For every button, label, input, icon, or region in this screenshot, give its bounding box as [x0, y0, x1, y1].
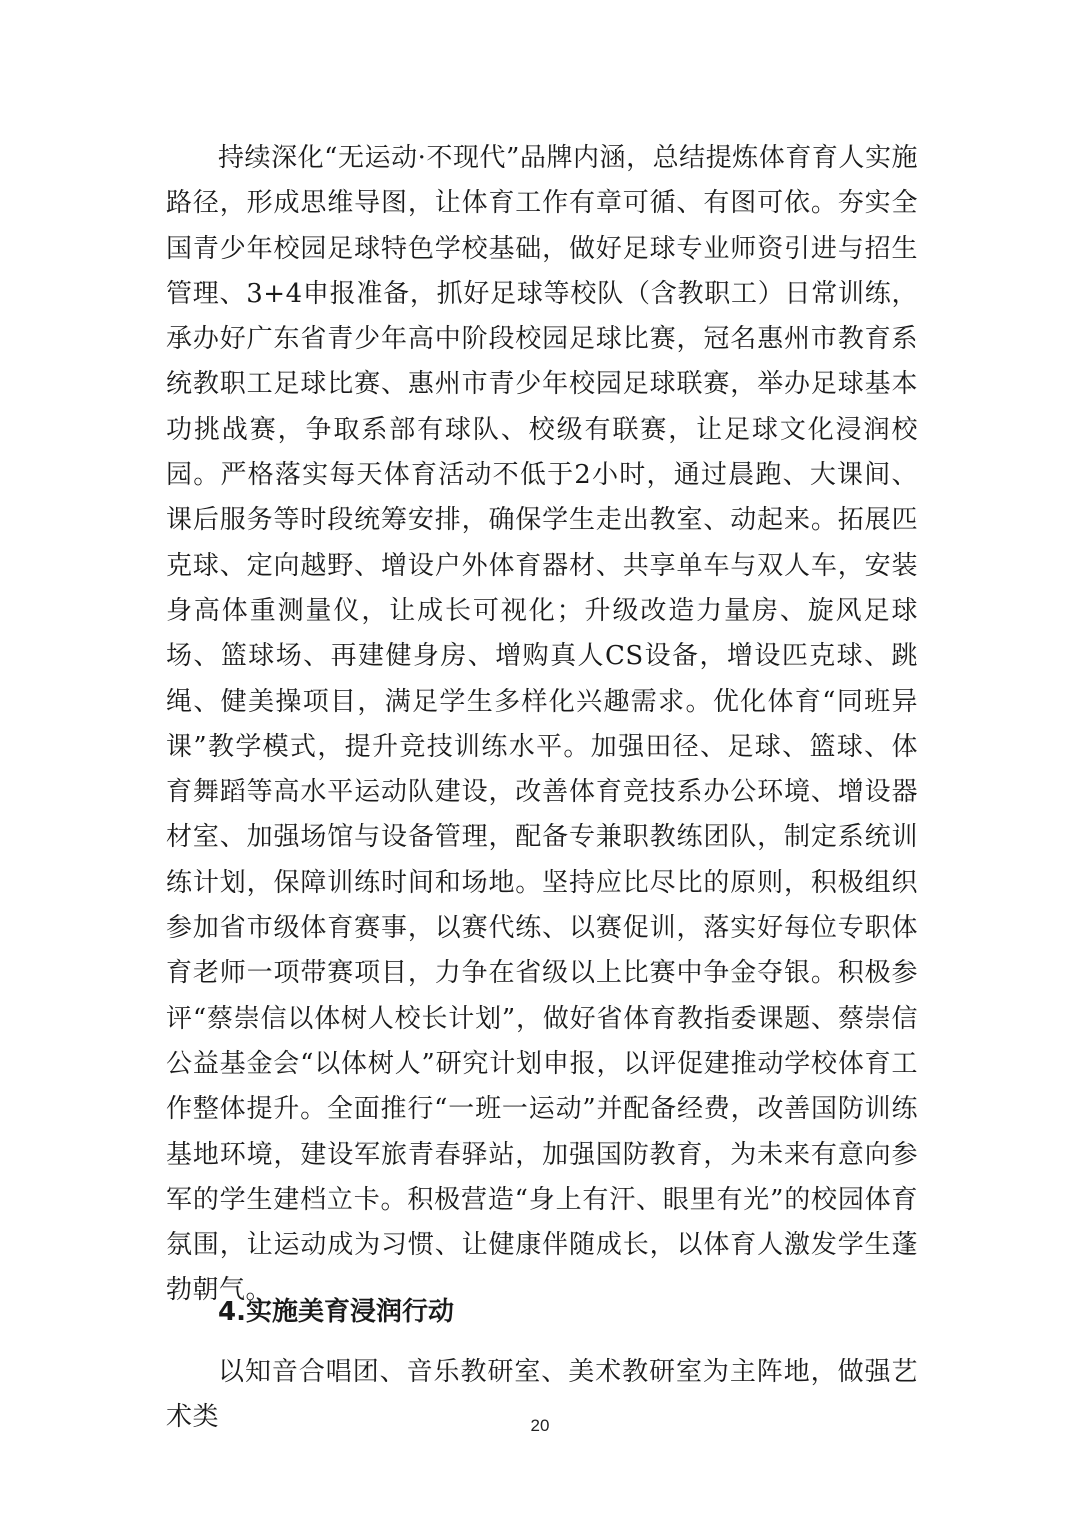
body-paragraph-sports: 持续深化“无运动·不现代”品牌内涵，总结提炼体育育人实施路径，形成思维导图，让体育工作有章可循、有图可依。夯实全国青少年校园足球特色学校基础，做好足球专业师资引进与招生管理、3+4申报准备，抓好足球等校队（含教职工）日常训练，承办好广东省青少年高中阶段校园足球比赛，冠名惠州市教育系统教职工足球比赛、惠州市青少年校园足球联赛，举办足球基本功挑战赛，争取系部有球队、校级有联赛，让足球文化浸润校园。严格落实每天体育活动不低于2小时，通过晨跑、大课间、课后服务等时段统筹安排，确保学生走出教室、动起来。拓展匹克球、定向越野、增设户外体育器材、共享单车与双人车，安装身高体重测量仪，让成长可视化；升级改造力量房、旋风足球场、篮球场、再建健身房、增购真人CS设备，增设匹克球、跳绳、健美操项目，满足学生多样化兴趣需求。优化体育“同班异课”教学模式，提升竞技训练水平。加强田径、足球、篮球、体育舞蹈等高水平运动队建设，改善体育竞技系办公环境、增设器材室、加强场馆与设备管理，配备专兼职教练团队，制定系统训练计划，保障训练时间和场地。坚持应比尽比的原则，积极组织参加省市级体育赛事，以赛代练、以赛促训，落实好每位专职体育老师一项带赛项目，力争在省级以上比赛中争金夺银。积极参评“蔡崇信以体树人校长计划”，做好省体育教指委课题、蔡崇信公益基金会“以体树人”研究计划申报，以评促建推动学校体育工作整体提升。全面推行“一班一运动”并配备经费，改善国防训练基地环境，建设军旅青春驿站，加强国防教育，为未来有意向参军的学生建档立卡。积极营造“身上有汗、眼里有光”的校园体育氛围，让运动成为习惯、让健康伴随成长，以体育人激发学生蓬勃朝气。	[166, 143, 918, 1306]
body-paragraph-arts: 以知音合唱团、音乐教研室、美术教研室为主阵地，做强艺术类	[166, 1357, 918, 1433]
section-heading: 4.实施美育浸润行动	[218, 1297, 454, 1327]
page-number: 20	[530, 1416, 550, 1435]
